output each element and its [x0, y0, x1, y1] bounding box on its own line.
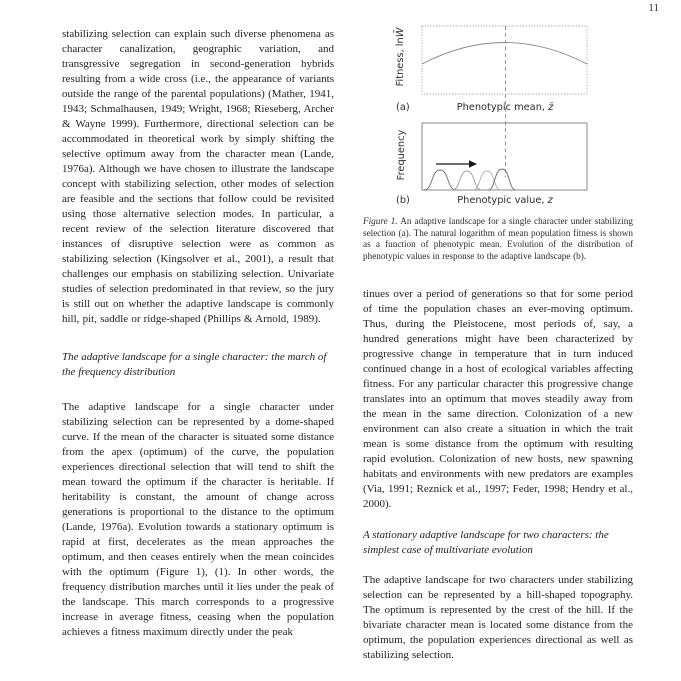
left-column [62, 20, 334, 663]
x-axis-label-variable: z̄ [548, 102, 554, 113]
frequency-distribution-curve-4 [488, 169, 516, 190]
panel-a-tag: (a) [396, 102, 410, 113]
right-column [363, 20, 633, 663]
two-column-layout [62, 20, 633, 663]
panel-b-x-axis-label [457, 195, 553, 206]
body-paragraph: tinues over a period of generations so that for some period of time the population chases an ever-moving optimum. Thus, during the Pleistocene, most periods of, say, a hundred generations might have been characterized by progressive change in temperature that in turn induced continued change in a host of ecological variables affecting fitness. For any particular character this progressive change translates into an optimum that moves steadily away from the mean in the same direction. Colonization of a new environment can also create a situation in which the trait mean is some distance from the optimum with resulting rapid evolution. Colonization of new hosts, new spawning habitats and environments with new predators are examples (Via, 1991; Reznick et al., 1997; Feder, 1998; Hendry et al., 2000). [363, 288, 633, 511]
figure-1-plots [363, 20, 633, 206]
frequency-distribution-curve-1 [424, 170, 456, 190]
x-axis-label-text: Phenotypic mean, [456, 102, 549, 113]
fitness-dome-curve [422, 43, 587, 65]
panel-a-y-axis-label [393, 27, 406, 86]
panel-a [393, 26, 587, 113]
panel-a-frame [422, 26, 587, 94]
figure-caption-label: Figure 1. [363, 216, 398, 226]
right-arrow-icon [436, 160, 477, 168]
page-number: 11 [648, 2, 659, 14]
section-heading-two-characters: A stationary adaptive landscape for two characters: the simplest case of multivariate evolution [363, 529, 609, 557]
panel-b-y-axis-label: Frequency [396, 129, 407, 181]
x-axis-label-variable: z [547, 195, 553, 206]
x-axis-label-text: Phenotypic value, [457, 195, 548, 206]
figure-caption-text: An adaptive landscape for a single character under stabilizing selection (a). The natural logarithm of mean population fitness is shown as a function of phenotypic mean. Evolution of the distribution of phenotypic values in response to the adaptive landscape (b). [363, 216, 633, 261]
panel-b-frame [422, 123, 587, 190]
body-paragraph: The adaptive landscape for two characters under stabilizing selection can be represented by a hill-shaped topography. The optimum is represented by the crest of the hill. If the bivariate character mean is located some distance from the optimum, the population experiences directional as well as stabilizing selection. [363, 574, 633, 662]
y-axis-label-text: Fitness, ln [395, 37, 406, 87]
y-axis-label-variable: W̄ [395, 27, 406, 38]
panel-b-tag: (b) [396, 195, 410, 206]
section-heading-single-character: The adaptive landscape for a single character: the march of the frequency distribution [62, 351, 327, 378]
figure-1 [363, 20, 633, 262]
panel-a-x-axis-label [457, 102, 554, 113]
body-paragraph: stabilizing selection can explain such diverse phenomena as character canalization, geographic variation, and transgressive segregation in second-generation hybrids resulting from a wide cross (i.e., the appearance of variants outside the range of the parental populations) (Mather, 1941, 1943; Schmalhausen, 1949; Wright, 1968; Rieseberg, Archer & Wayne 1999). Furthermore, directional selection can be accommodated in theoretical work by simply shifting the selective optimum away from the character mean (Lande, 1976a). Although we have chosen to illustrate the landscape concept with stabilizing selection, other modes of selection are feasible and the sections that follow could be revisited using those alternative selection modes. In particular, a recent review of the selection literature discovered that instances of disruptive selection were as common as stabilizing selection (Kingsolver et al., 2001), a result that challenges our emphasis on stabilizing selection. Univariate studies of selection predominated in that review, so the jury is still out on whether the adaptive landscape is commonly hill, pit, saddle or ridge-shaped (Phillips & Arnold, 1989). [62, 28, 334, 325]
panel-b [396, 123, 587, 206]
figure-caption [363, 216, 633, 262]
body-paragraph: The adaptive landscape for a single character under stabilizing selection can be represented by a dome-shaped curve. If the mean of the character is situated some distance from the apex (optimum) of the curve, the population experiences directional selection that will tend to shift the mean toward the optimum if the character is heritable. If heritability is constant, the amount of change across generations is proportional to the distance to the optimum (Lande, 1976a). Evolution towards a stationary optimum is rapid at first, decelerates as the mean approaches the optimum, and then ceases entirely when the mean coincides with the optimum (Figure 1), (1). In other words, the frequency distribution marches until it lies under the peak of the landscape. This march corresponds to a progressive increase in average fitness, ceasing when the population achieves a fitness maximum directly under the peak [62, 401, 334, 638]
